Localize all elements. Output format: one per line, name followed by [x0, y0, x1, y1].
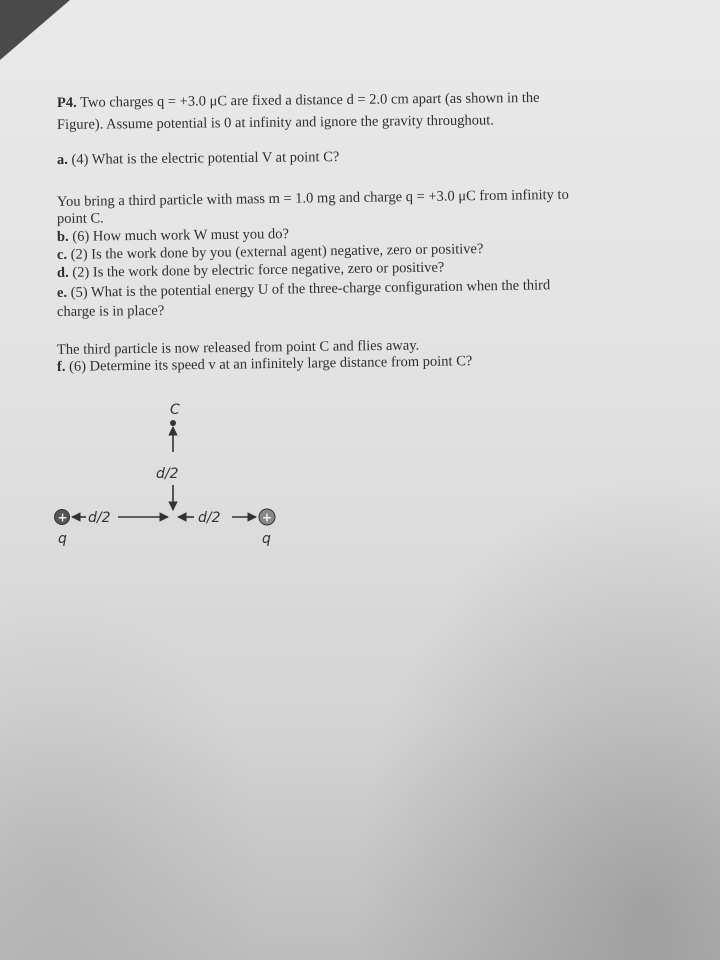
right-distance-label: d/2 [198, 510, 221, 526]
part-c-label: c. [56, 246, 68, 263]
vertical-distance-label: d/2 [156, 466, 179, 482]
part-f-label: f. [56, 358, 66, 375]
left-distance-label: d/2 [88, 510, 111, 526]
part-d-text: (2) Is the work done by electric force negative, zero or positive? [72, 259, 445, 281]
point-c-label: C [170, 402, 180, 418]
right-charge-plus: + [262, 510, 273, 525]
problem-intro-line-1 [57, 91, 540, 111]
part-b-text: (6) How much work W must you do? [72, 226, 289, 245]
part-b-label: b. [56, 228, 69, 245]
part-d-question [57, 261, 445, 281]
right-charge-label: q [262, 531, 271, 547]
part-f-text: (6) Determine its speed v at an infinitely large distance from point C? [68, 353, 473, 375]
problem-intro-text-1: Two charges q = +3.0 μC are fixed a distance d = 2.0 cm apart (as shown in the [80, 89, 540, 111]
part-a-label: a. [56, 151, 68, 168]
release-text: The third particle is now released from point C and flies away. [56, 337, 420, 358]
part-f-question [57, 354, 472, 374]
problem-intro-text-2: Figure). Assume potential is 0 at infinity and ignore the gravity throughout. [56, 112, 495, 133]
part-d-label: d. [56, 264, 69, 281]
charge-configuration-figure [40, 390, 340, 560]
part-e-text-2: charge is in place? [56, 302, 165, 320]
part-a-question [57, 150, 339, 167]
part-e-question-line-2 [57, 304, 164, 320]
left-charge-plus: + [57, 510, 68, 525]
part-e-question-line-1 [57, 278, 550, 300]
problem-intro-line-2 [57, 113, 494, 132]
part-a-text: (4) What is the electric potential V at point C? [71, 149, 340, 168]
part-e-text-1: (5) What is the potential energy U of the three-charge configuration when the third [70, 277, 551, 301]
third-particle-line-1 [57, 188, 569, 210]
left-charge-label: q [58, 531, 67, 547]
part-c-text: (2) Is the work done by you (external agent) negative, zero or positive? [70, 241, 484, 263]
problem-number: P4. [56, 94, 77, 111]
point-c-dot [170, 420, 176, 426]
third-particle-text-2: point C. [56, 210, 104, 227]
third-particle-line-2 [57, 212, 104, 227]
third-particle-text-1: You bring a third particle with mass m = 1.0 mg and charge q = +3.0 μC from infinity to [56, 186, 569, 210]
part-e-label: e. [56, 284, 68, 301]
part-b-question [57, 227, 289, 244]
